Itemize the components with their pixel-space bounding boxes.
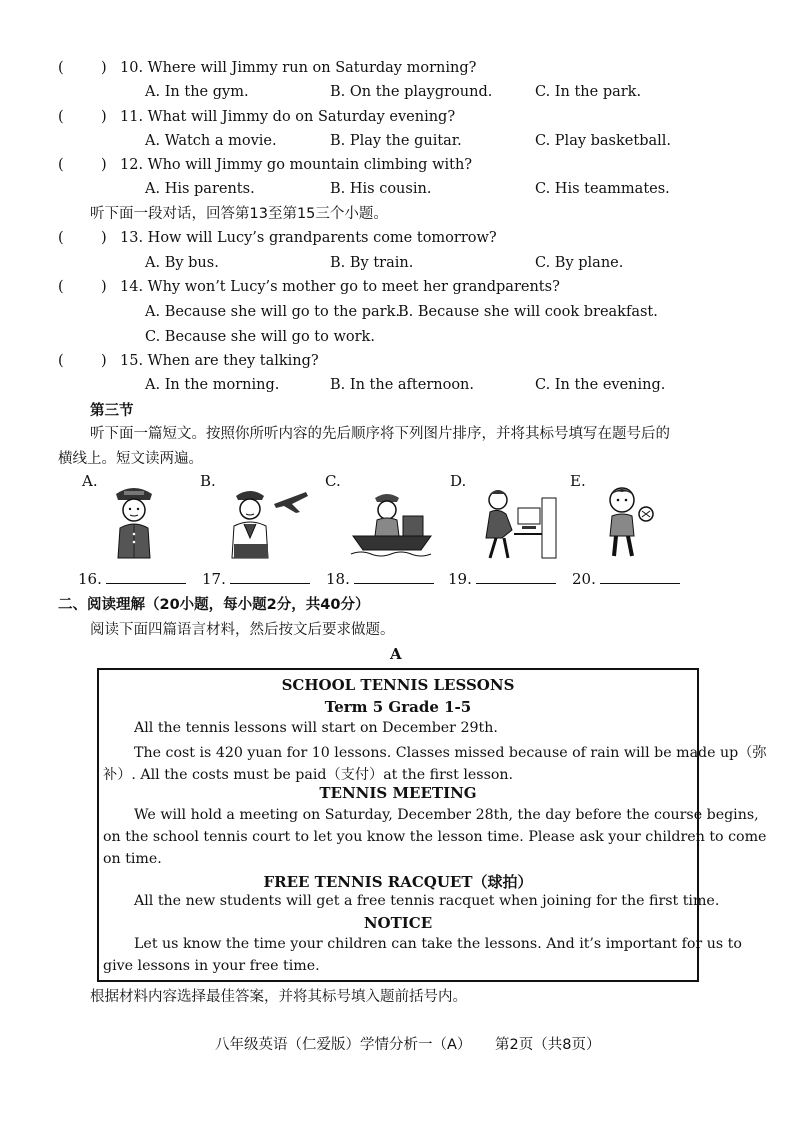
notice-paragraph: All the new students will get a free tennis racquet when joining for the first time. [134,893,720,909]
option-a: A. By bus. [145,255,219,271]
answer-paren-open: ( [58,230,64,246]
option-b: B. Because she will cook breakfast. [398,304,658,320]
option-b: B. Play the guitar. [330,133,462,149]
option-c: C. Because she will go to work. [145,329,375,345]
notice-heading: NOTICE [363,914,433,932]
question-stem: 12. Who will Jimmy go mountain climbing with? [120,157,473,173]
answer-paren-close: ) [101,230,107,246]
answer-blank-18[interactable]: 18. [326,569,434,588]
passage-label: A [390,645,402,663]
option-c: C. Play basketball. [535,133,672,149]
option-b: B. On the playground. [330,84,493,100]
notice-subtitle: Term 5 Grade 1-5 [324,698,472,716]
part2-title: 二、阅读理解（20小题，每小题2分，共40分） [58,597,370,613]
option-b: B. By train. [330,255,414,271]
question-stem: 13. How will Lucy’s grandparents come tomorrow? [120,230,497,246]
option-c: C. In the park. [535,84,642,100]
option-c: C. His teammates. [535,181,670,197]
picture-label: C. [325,472,341,490]
picture-label: A. [82,472,98,490]
notice-paragraph: on time. [103,851,162,867]
notice-heading: TENNIS MEETING [319,784,477,802]
police-officer-icon [104,478,164,560]
option-a: A. Because she will go to the park. [145,304,400,320]
option-c: C. By plane. [535,255,624,271]
picture-a [82,472,212,562]
picture-label: D. [450,472,467,490]
question-stem: 10. Where will Jimmy run on Saturday morning? [120,60,477,76]
pilot-with-airplane-icon [222,478,312,560]
answer-paren-close: ) [101,353,107,369]
dialog-instruction: 听下面一段对话，回答第13至第15三个小题。 [90,206,388,222]
part2-instruction: 阅读下面四篇语言材料，然后按文后要求做题。 [90,622,395,638]
notice-paragraph: We will hold a meeting on Saturday, December 28th, the day before the course begins, [134,807,759,823]
boy-with-ball-icon [592,478,662,560]
picture-b [200,472,330,562]
person-at-computer-icon [472,478,562,560]
answer-blank-19[interactable]: 19. [448,569,556,588]
answer-paren-open: ( [58,157,64,173]
notice-paragraph: 补）. All the costs must be paid（支付）at the first lesson. [103,767,514,783]
answer-paren-open: ( [58,109,64,125]
section3-instruction: 听下面一篇短文。按照你所听内容的先后顺序将下列图片排序，并将其标号填写在题号后的 [90,426,670,442]
answer-paren-close: ) [101,109,107,125]
answer-paren-close: ) [101,157,107,173]
option-b: B. In the afternoon. [330,377,475,393]
picture-d [450,472,580,562]
notice-paragraph: All the tennis lessons will start on December 29th. [134,720,498,736]
notice-heading: FREE TENNIS RACQUET（球拍） [263,873,533,891]
footer-subject: 八年级英语（仁爱版） [215,1037,360,1053]
option-a: A. Watch a movie. [145,133,277,149]
question-stem: 14. Why won’t Lucy’s mother go to meet her grandparents? [120,279,560,295]
picture-e [570,472,700,562]
answer-blank-17[interactable]: 17. [202,569,310,588]
section3-instruction-cont: 横线上。短文读两遍。 [58,451,203,467]
picture-c [325,472,455,562]
option-a: A. His parents. [145,181,255,197]
option-a: A. In the morning. [145,377,280,393]
notice-paragraph: on the school tennis court to let you know the lesson time. Please ask your children to come [103,829,767,845]
option-b: B. His cousin. [330,181,432,197]
sailor-on-boat-icon [347,478,437,560]
notice-paragraph: Let us know the time your children can take the lessons. And it’s important for us to [134,936,742,952]
option-c: C. In the evening. [535,377,666,393]
footer-analysis: 学情分析一（A） [360,1037,472,1053]
answer-paren-close: ) [101,279,107,295]
footer-page-number: 第2页（共8页） [495,1037,601,1053]
option-a: A. In the gym. [145,84,249,100]
picture-label: B. [200,472,216,490]
answer-instruction: 根据材料内容选择最佳答案，并将其标号填入题前括号内。 [90,989,467,1005]
answer-paren-close: ) [101,60,107,76]
notice-paragraph: give lessons in your free time. [103,958,320,974]
answer-blank-16[interactable]: 16. [78,569,186,588]
picture-label: E. [570,472,586,490]
tennis-notice-box [97,668,767,982]
notice-title: SCHOOL TENNIS LESSONS [281,676,515,694]
answer-paren-open: ( [58,353,64,369]
question-stem: 15. When are they talking? [120,353,319,369]
answer-blank-20[interactable]: 20. [572,569,680,588]
answer-paren-open: ( [58,60,64,76]
notice-paragraph: The cost is 420 yuan for 10 lessons. Classes missed because of rain will be made up（弥 [134,745,767,761]
answer-paren-open: ( [58,279,64,295]
section3-title: 第三节 [90,403,134,419]
question-stem: 11. What will Jimmy do on Saturday evening? [120,109,456,125]
